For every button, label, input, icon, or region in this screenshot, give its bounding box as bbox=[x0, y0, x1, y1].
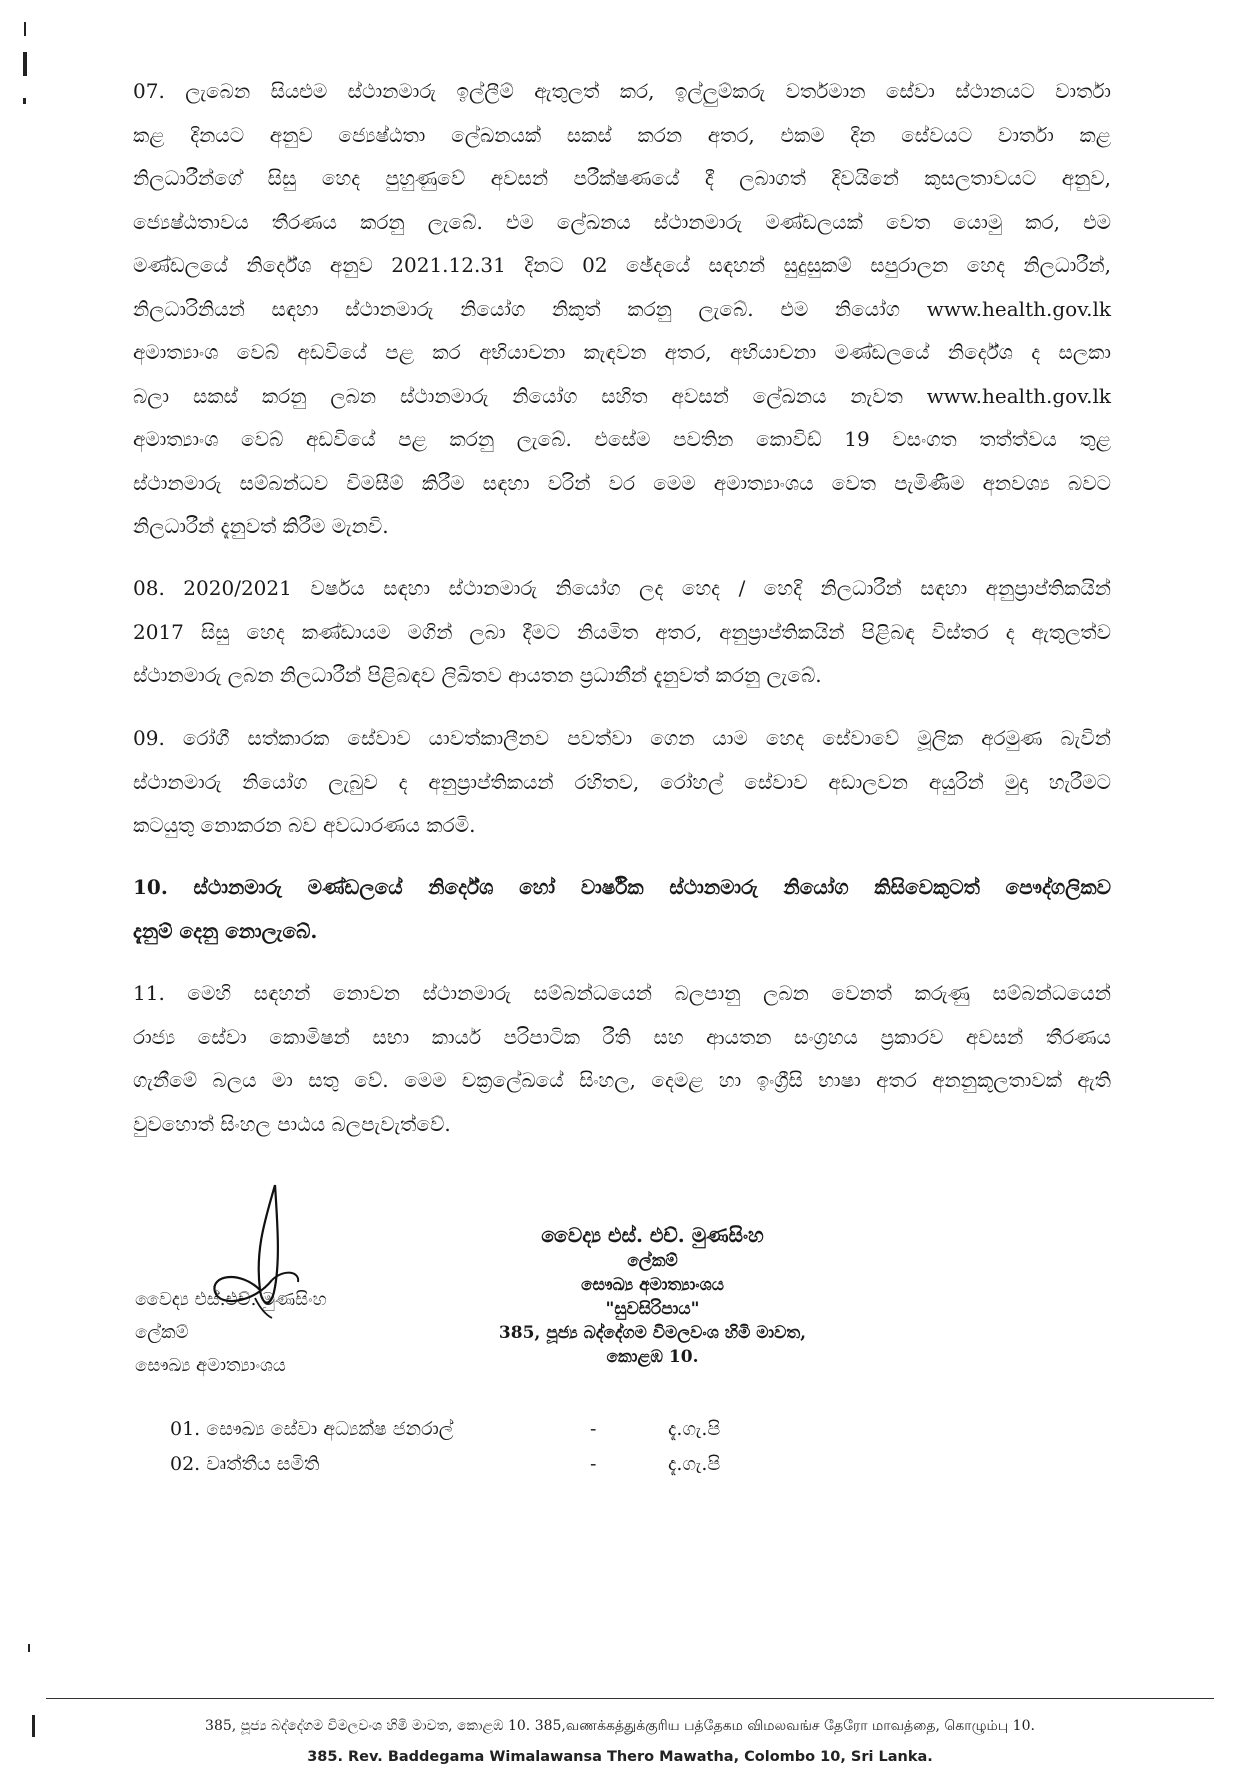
margin-mark bbox=[24, 22, 26, 36]
paragraph-line: නිලධාරීන් දැනුවත් කිරීම මැනවි. bbox=[133, 514, 389, 538]
paragraph-line: නිලධාරීන්ගේ සිසු හෙද පුහුණුවේ අවසන් පරීක්ෂණයේ දී ලබාගත් දිවයිනේ කුසලතාවයට අනුව, bbox=[133, 166, 1111, 190]
footer-address-english: 385. Rev. Baddegama Wimalawansa Thero Mawatha, Colombo 10, Sri Lanka. bbox=[307, 1749, 933, 1765]
signature-stamp bbox=[455, 1221, 850, 1369]
paragraph-line: ස්ථානමාරු නියෝග ලැබුව ද අනුප්‍රාප්තිකයන් රහිතව, රෝහල් සේවාව අඩාලවන අයුරින් මුදා හැරීමට bbox=[133, 769, 1111, 794]
footer-divider bbox=[46, 1698, 1214, 1699]
copy-recipient: 02. වෘත්තීය සමිති bbox=[170, 1453, 320, 1475]
paragraph-line: කළ දිනයට අනුව ජ්‍යෙෂ්ඨතා ලේඛනයක් සකස් කරන අතර, එකම දින සේවයට වාර්තා කළ bbox=[133, 122, 1111, 147]
paragraph-line: ජ්‍යෙෂ්ඨතාවය තීරණය කරනු ලැබේ. එම ලේඛනය ස්ථානමාරු මණ්ඩලයක් වෙත යොමු කර, එම bbox=[133, 209, 1111, 234]
stamp-city: කොළඹ 10. bbox=[606, 1347, 699, 1367]
paragraph-line: මණ්ඩලයේ නිර්දේශ අනුව 2021.12.31 දිනට 02 ඡේදයේ සඳහන් සුදුසුකම් සපුරාලන හෙද නිලධාරීන්, bbox=[133, 253, 1111, 277]
paragraph-line: 09. රෝගී සත්කාරක සේවාව යාවත්කාලීනව පවත්වා ගෙන යාම හෙද සේවාවේ මූලික අරමුණ බැවින් bbox=[133, 726, 1111, 750]
paragraph-line: කටයුතු නොකරන බව අවධාරණය කරමි. bbox=[133, 813, 476, 837]
paragraph-08 bbox=[133, 567, 1111, 698]
stamp-title: ලේකම් bbox=[627, 1251, 678, 1271]
copy-dash: - bbox=[590, 1418, 597, 1440]
paragraph-line: වුවහොත් සිංහල පාඨය බලපැවැත්වේ. bbox=[133, 1111, 451, 1136]
signatory-name: වෛද්‍ය එස්.එච්. මුණසිංහ bbox=[135, 1289, 327, 1310]
paragraph-09 bbox=[133, 717, 1111, 848]
paragraph-line: බලා සකස් කරනු ලබන ස්ථානමාරු නියෝග සහිත අවසන් ලේඛනය නැවත www.health.gov.lk bbox=[133, 383, 1111, 408]
paragraph-11 bbox=[133, 972, 1111, 1146]
stamp-address: 385, පූජ්‍ය බද්දේගම විමලවංශ හිමි මාවත, bbox=[498, 1323, 807, 1343]
paragraph-line: ගැනීමේ බලය මා සතු වේ. මෙම චක්‍රලේඛයේ සිංහල, දෙමළ හා ඉංග්‍රීසි භාෂා අතර අනනුකූලතාවක් ඇති bbox=[133, 1068, 1111, 1092]
copy-recipient: 01. සෞඛ්‍ය සේවා අධ්‍යක්ෂ ජනරාල් bbox=[170, 1418, 454, 1440]
paragraph-line: අමාත්‍යාංශ වෙබ් අඩවියේ පළ කර අභියාචනා කැඳවන අතර, අභියාචනා මණ්ඩලයේ නිර්දේශ ද සලකා bbox=[133, 340, 1111, 364]
paragraph-line: දැනුම් දෙනු නොලැබේ. bbox=[133, 918, 318, 943]
paragraph-line: ස්ථානමාරු ලබන නිලධාරීන් පිළිබඳව ලිඛිතව ආයතන ප්‍රධානීන් දැනුවත් කරනු ලැබේ. bbox=[133, 663, 822, 687]
stamp-building: "සුවසිරිපාය" bbox=[605, 1299, 700, 1319]
paragraph-line: 08. 2020/2021 වර්ෂය සඳහා ස්ථානමාරු නියෝග ලද හෙද / හෙදි නිලධාරීන් සඳහා අනුප්‍රාප්තිකයින් bbox=[133, 576, 1111, 600]
margin-mark bbox=[23, 52, 27, 76]
paragraph-line: නිලධාරිනියන් සඳහා ස්ථානමාරු නියෝග නිකුත් කරනු ලැබේ. එම නියෝග www.health.gov.lk bbox=[133, 296, 1111, 321]
signatory-ministry: සෞඛ්‍ය අමාත්‍යාංශය bbox=[135, 1355, 286, 1376]
paragraph-line: ස්ථානමාරු සම්බන්ධව විමසීම් කිරීම සඳහා වරින් වර මෙම අමාත්‍යාංශය වෙත පැමිණීම අනවශ්‍ය බවට bbox=[133, 470, 1111, 495]
copy-dash: - bbox=[590, 1453, 597, 1475]
paragraph-07 bbox=[133, 70, 1111, 549]
paragraph-line: 10. ස්ථානමාරු මණ්ඩලයේ නිර්දේශ හෝ වාර්ෂික ස්ථානමාරු නියෝග කිසිවෙකුටත් පෞද්ගලිකව bbox=[133, 875, 1111, 899]
signature-left bbox=[135, 1283, 327, 1382]
paragraph-line: අමාත්‍යාංශ වෙබ් අඩවියේ පළ කරනු ලැබේ. එසේම පවතින කොවිඩ් 19 වසංගත තත්ත්වය තුළ bbox=[133, 427, 1111, 451]
paragraph-10 bbox=[133, 866, 1111, 953]
stamp-ministry: සෞඛ්‍ය අමාත්‍යාංශය bbox=[581, 1275, 724, 1295]
stamp-name: වෛද්‍ය එස්. එච්. මුණසිංහ bbox=[541, 1223, 764, 1247]
copy-note: දැ.ගැ.පි bbox=[668, 1418, 721, 1440]
paragraph-line: 2017 සිසු හෙද කණ්ඩායම මගින් ලබා දීමට නියමිත අතර, අනුප්‍රාප්තිකයින් පිළිබඳ විස්තර ද ඇතුලත්ව bbox=[133, 619, 1111, 644]
footer-address-local: 385, පූජ්‍ය බද්දේගම විමලවංශ හිමි මාවත, කොළඹ 10. 385,வணக்கத்துக்குரிய பத்தேகம விமலவங்ச தேரோ மாவத்தை, கொழும்பு 10. bbox=[205, 1718, 1035, 1734]
margin-mark bbox=[23, 98, 26, 104]
paragraph-line: රාජ්‍ය සේවා කොමිෂන් සභා කාර්ය පරිපාටික රීති සහ ආයතන සංග්‍රහය ප්‍රකාරව අවසන් තීරණය bbox=[133, 1024, 1111, 1049]
margin-mark bbox=[28, 1644, 30, 1652]
paragraph-line: 07. ලැබෙන සියළුම ස්ථානමාරු ඉල්ලීම් ඇතුලත් කර, ඉල්ලුම්කරු වර්තමාන සේවා ස්ථානයට වාර්තා bbox=[133, 79, 1111, 103]
paragraph-line: 11. මෙහි සඳහන් නොවන ස්ථානමාරු සම්බන්ධයෙන් බලපානු ලබන වෙනත් කරුණු සම්බන්ධයෙන් bbox=[133, 981, 1111, 1005]
copy-note: දැ.ගැ.පි bbox=[668, 1453, 721, 1475]
signatory-title: ලේකම් bbox=[135, 1322, 189, 1343]
